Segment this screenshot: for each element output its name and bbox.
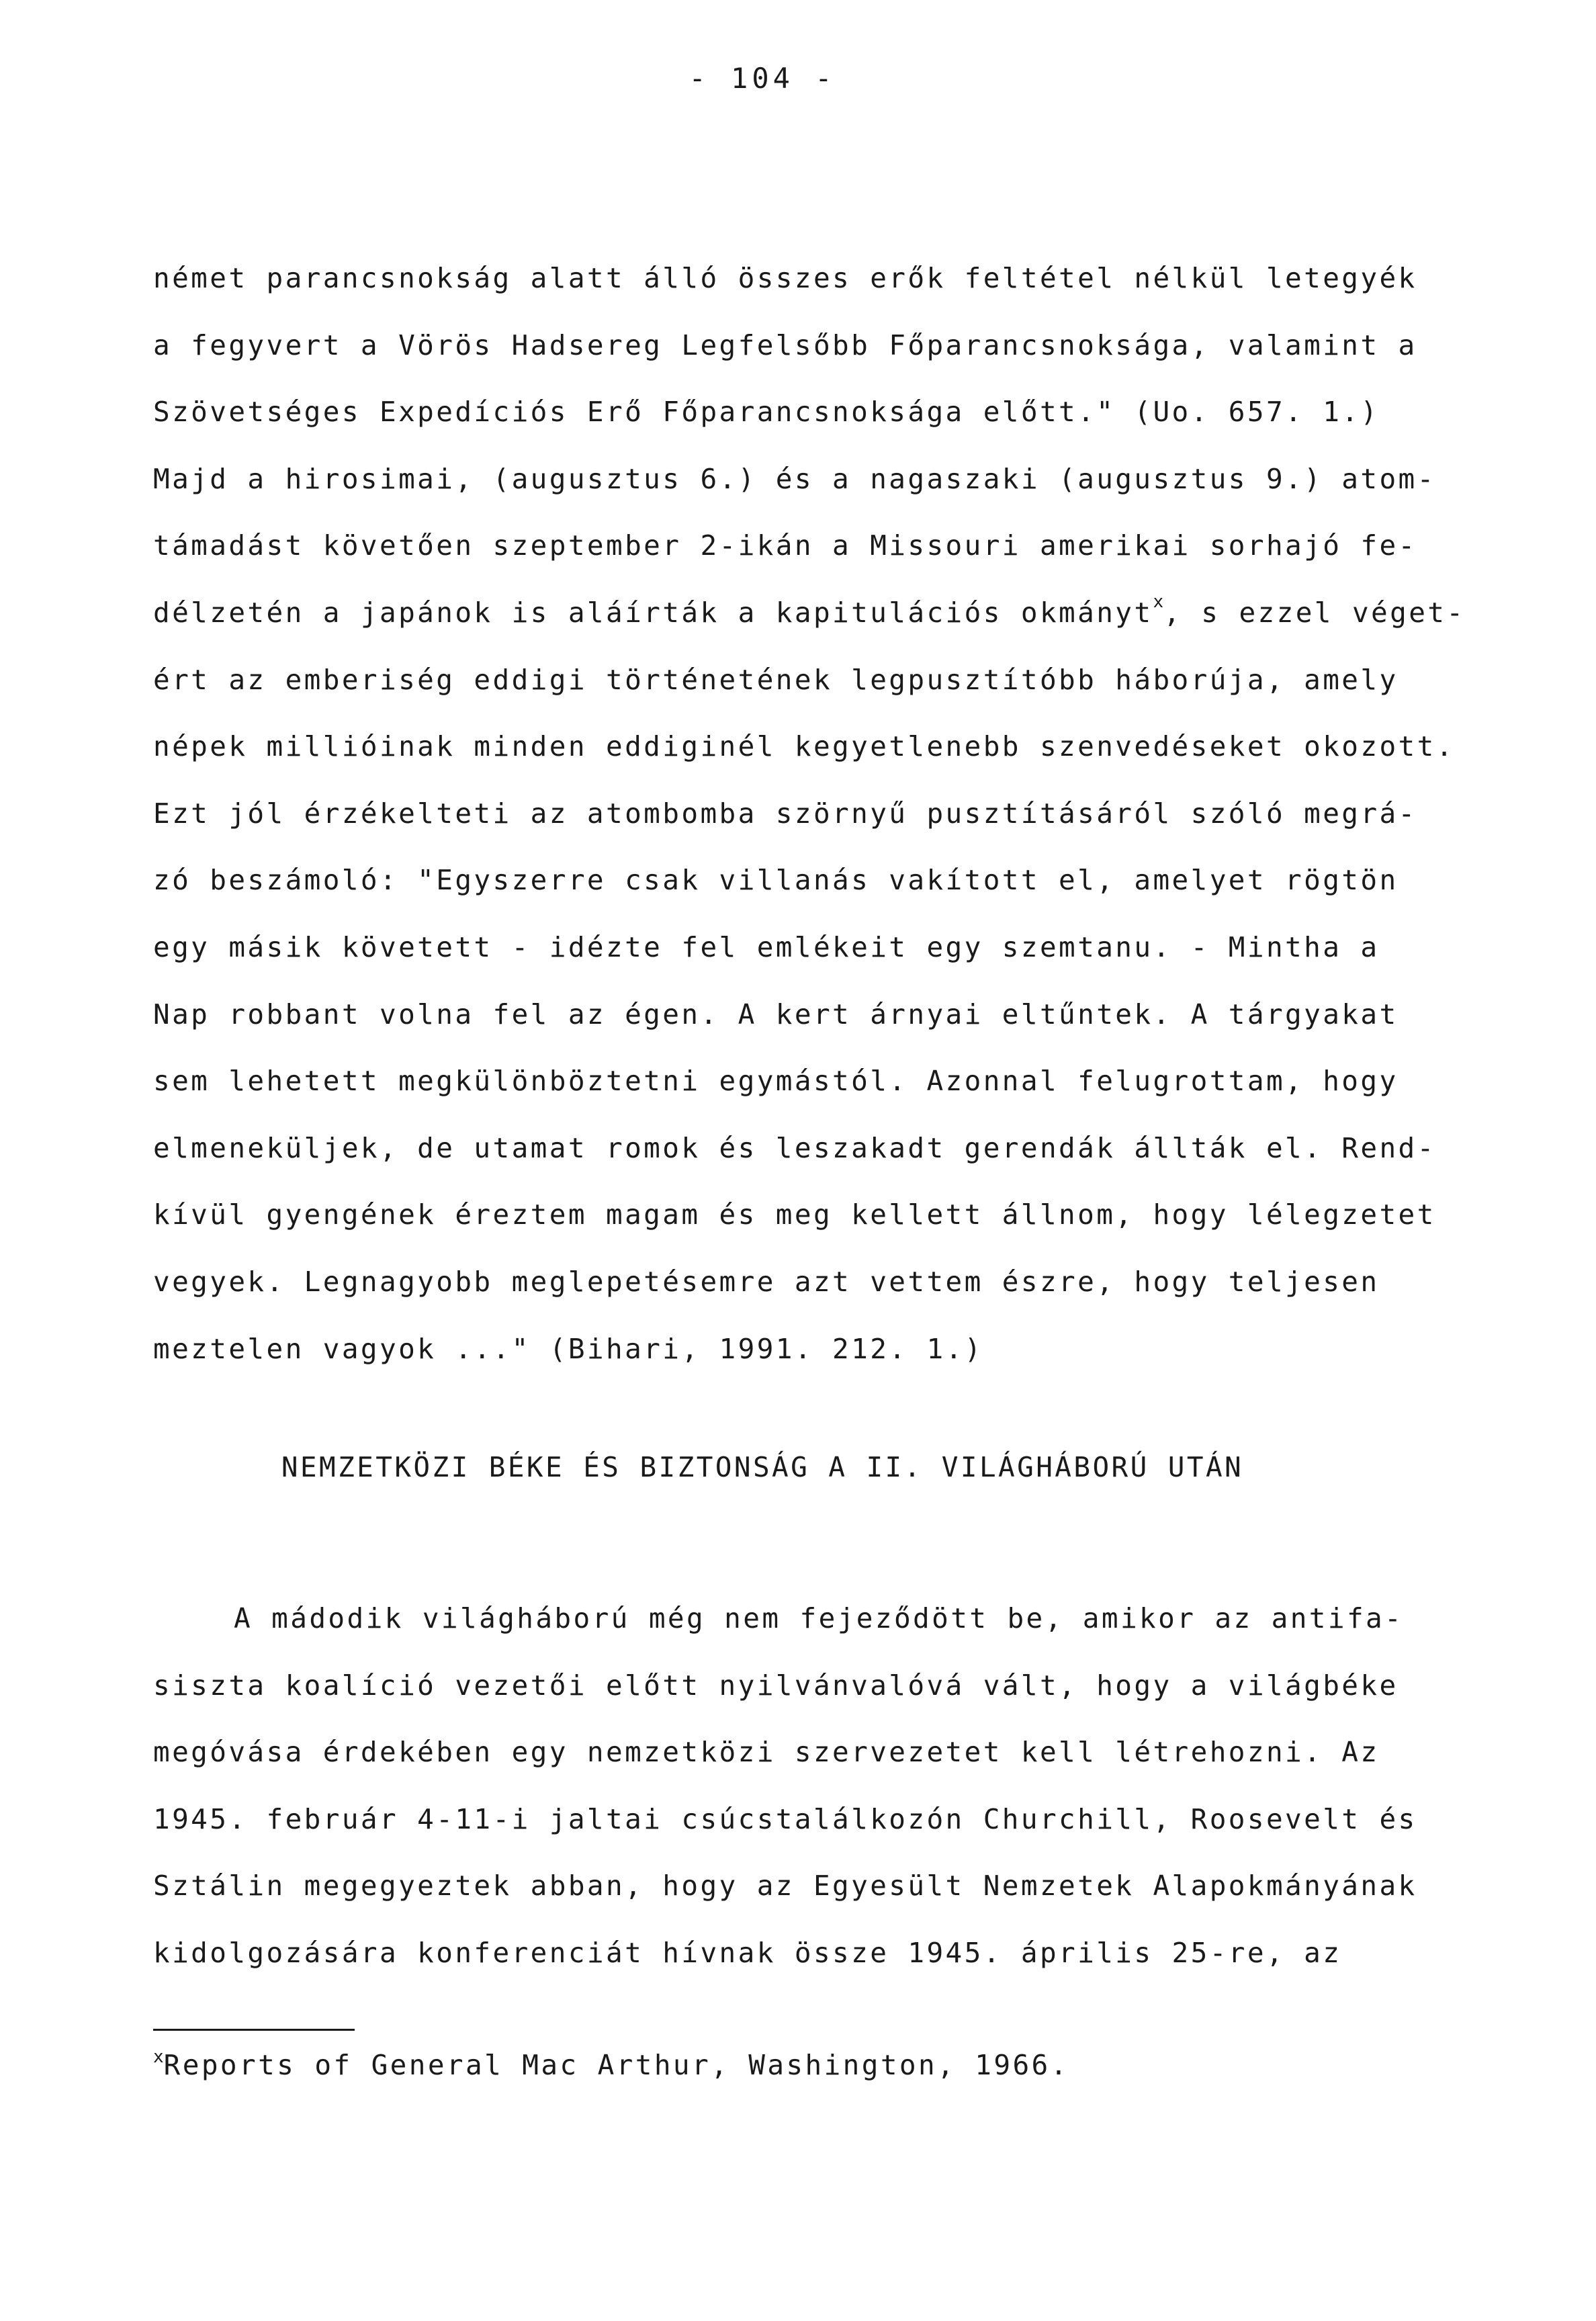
- text-line: megóvása érdekében egy nemzetközi szervezetet kell létrehozni. Az: [153, 1736, 1380, 1769]
- text-line: vegyek. Legnagyobb meglepetésemre azt vettem észre, hogy teljesen: [153, 1265, 1380, 1298]
- section-heading: NEMZETKÖZI BÉKE ÉS BIZTONSÁG A II. VILÁGHÁBORÚ UTÁN: [281, 1451, 1244, 1483]
- text-line: sem lehetett megkülönböztetni egymástól. Azonnal felugrottam, hogy: [153, 1065, 1399, 1098]
- paragraph-1: [153, 245, 1537, 1383]
- text-line: Ezt jól érzékelteti az atombomba szörnyű pusztításáról szóló megrá-: [153, 797, 1417, 830]
- text-line: kidolgozására konferenciát hívnak össze 1945. április 25-re, az: [153, 1936, 1342, 1969]
- text-line: támadást követően szeptember 2-ikán a Missouri amerikai sorhajó fe-: [153, 529, 1417, 562]
- text-line: német parancsnokság alatt álló összes erők feltétel nélkül letegyék: [153, 262, 1417, 294]
- footnote-reference: x: [1153, 591, 1164, 612]
- text-line: Majd a hirosimai, (augusztus 6.) és a nagaszaki (augusztus 9.) atom-: [153, 462, 1436, 495]
- text-line: 1945. február 4-11-i jaltai csúcstalálkozón Churchill, Roosevelt és: [153, 1802, 1417, 1835]
- text-line: Szövetséges Expedíciós Erő Főparancsnoksága előtt." (Uo. 657. 1.): [153, 396, 1380, 429]
- text-line: kívül gyengének éreztem magam és meg kellett állnom, hogy lélegzetet: [153, 1198, 1436, 1231]
- footnote-mark: x: [153, 2047, 164, 2067]
- text-line: elmeneküljek, de utamat romok és leszakadt gerendák állták el. Rend-: [153, 1131, 1436, 1164]
- text-line-with-footnote-mark: [153, 580, 1537, 647]
- text-line: Sztálin megegyeztek abban, hogy az Egyesült Nemzetek Alapokmányának: [153, 1870, 1417, 1902]
- text-line: a fegyvert a Vörös Hadsereg Legfelsőbb Főparancsnoksága, valamint a: [153, 329, 1417, 361]
- text-line: siszta koalíció vezetői előtt nyilvánvalóvá vált, hogy a világbéke: [153, 1669, 1399, 1702]
- text-line: népek millióinak minden eddiginél kegyetlenebb szenvedéseket okozott.: [153, 730, 1455, 763]
- text-line: ért az emberiség eddigi történetének legpusztítóbb háborúja, amely: [153, 663, 1399, 696]
- text-line: zó beszámoló: "Egyszerre csak villanás vakított el, amelyet rögtön: [153, 864, 1399, 897]
- text-segment: , s ezzel véget-: [1163, 596, 1466, 629]
- footnote: [153, 2049, 1069, 2081]
- text-line: meztelen vagyok ..." (Bihari, 1991. 212. 1.): [153, 1332, 983, 1365]
- footnote-text: Reports of General Mac Arthur, Washington, 1966.: [163, 2049, 1069, 2081]
- paragraph-2: [153, 1585, 1537, 1987]
- text-line: A mádodik világháború még nem fejeződött be, amikor az antifa-: [234, 1602, 1404, 1634]
- text-segment: délzetén a japánok is aláírták a kapitulációs okmányt: [153, 596, 1153, 629]
- text-line: egy másik követett - idézte fel emlékeit egy szemtanu. - Mintha a: [153, 930, 1380, 963]
- page-number: - 104 -: [689, 62, 836, 95]
- text-line: Nap robbant volna fel az égen. A kert árnyai eltűntek. A tárgyakat: [153, 998, 1399, 1031]
- footnote-divider: [153, 2029, 355, 2031]
